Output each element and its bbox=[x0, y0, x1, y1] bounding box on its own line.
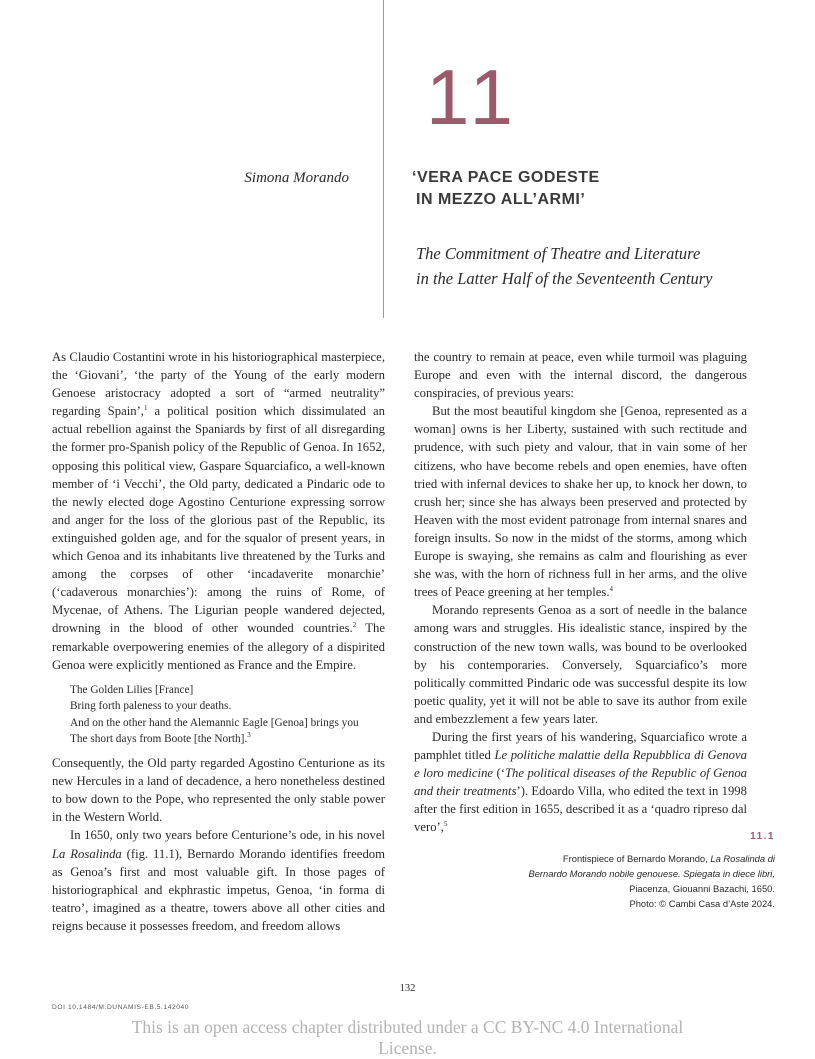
header-divider-line bbox=[383, 0, 384, 318]
caption-line: Frontispiece of Bernardo Morando, La Rosalinda di bbox=[562, 853, 775, 864]
verse-line: Bring forth paleness to your deaths. bbox=[70, 700, 232, 713]
license-line: This is an open access chapter distributed under a CC BY-NC 4.0 International bbox=[131, 1017, 684, 1037]
paragraph: During the first years of his wandering, Squarciafico wrote a pamphlet titled Le politiche malattie della Repubblica di Genova e loro medicine (‘The political diseases of the Republic of Genoa and their treatments’). Edoardo Villa, who edited the text in 1998 after the first edition in 1655, described it as a ‘quadro ripreso dal vero’,$^5$ bbox=[414, 729, 748, 835]
paragraph: Consequently, the Old party regarded Agostino Centurione as its new Hercules in a land of decadence, a hero nonetheless destined to bow down to the Pope, who represented the only stable power in the Western World. bbox=[52, 756, 385, 825]
verse-line: The Golden Lilies [France] bbox=[70, 683, 194, 696]
author-name: Simona Morando bbox=[244, 170, 349, 186]
chapter-title-line: IN MEZZO ALL’ARMI’ bbox=[416, 191, 586, 208]
chapter-subtitle-line: The Commitment of Theatre and Literature bbox=[416, 244, 701, 263]
caption-line: Bernardo Morando nobile genouese. Spiegata in diece libri, bbox=[528, 868, 775, 879]
paragraph: the country to remain at peace, even while turmoil was plaguing Europe and even with the internal discord, the dangerous conspiracies, of previous years: bbox=[414, 350, 747, 401]
page-number: 132 bbox=[399, 983, 416, 994]
block-quote-paragraph: But the most beautiful kingdom she [Genoa, represented as a woman] owns is her Liberty, sustained with such rectitude and prudence, with such piety and valour, that in vain some of her citizens, who have become rebels and open enemies, have often tried with infernal devices to shake her up, to knock her down, to crush her; since she has always been preserved and protected by Heaven with the most evident patronage from internal snares and foreign insults. So now in the midst of the storms, among which Europe is swaying, she remains as calm and flourishing as ever she was, with the horn of richness full in her arms, and the olive trees of Peace greening at her temples.$^4$ bbox=[414, 404, 747, 600]
footnote-ref[interactable]: 4 bbox=[609, 584, 614, 593]
footnote-ref[interactable]: 1 bbox=[143, 404, 148, 413]
paragraph: Morando represents Genoa as a sort of needle in the balance among wars and struggles. His idealistic stance, inspired by the construction of the new town walls, was bound to be overlooked by his contemporaries. Conversely, Squarciafico’s more politically committed Pindaric ode was successful despite its low poetic quality, yet it will not be able to save its author from exile and embezzlement a few years later. bbox=[414, 603, 747, 726]
paragraph: In 1650, only two years before Centurione’s ode, in his novel La Rosalinda (fig. 11.1), Bernardo Morando identifies freedom as Genoa’s first and most valuable gift. In those pages of historiographical and ekphrastic impetus, Genoa, ‘in forma di teatro’, imagined as a theatre, towers above all other cities and reigns because it possesses freedom, and freedom allows bbox=[52, 828, 385, 933]
chapter-title bbox=[412, 167, 600, 211]
chapter-title-line: ‘VERA PACE GODESTE bbox=[412, 169, 600, 186]
figure-caption bbox=[475, 851, 775, 911]
chapter-number: 11 bbox=[426, 53, 519, 141]
verse-line: And on the other hand the Alemannic Eagle [Genoa] brings you bbox=[70, 716, 359, 729]
doi-link[interactable]: DOI 10.1484/M.DUNAMIS-EB.5.142040 bbox=[52, 1004, 190, 1011]
left-text-column bbox=[52, 348, 385, 935]
license-line: License. bbox=[378, 1038, 437, 1058]
chapter-subtitle-line: in the Latter Half of the Seventeenth Century bbox=[416, 269, 713, 288]
caption-line: Piacenza, Giouanni Bazachi, 1650. bbox=[629, 883, 775, 894]
footnote-ref[interactable]: 3 bbox=[247, 731, 251, 740]
right-text-column bbox=[414, 348, 747, 837]
footnote-ref[interactable]: 2 bbox=[352, 621, 357, 630]
paragraph: As Claudio Costantini wrote in his historiographical masterpiece, the ‘Giovani’, ‘the party of the Young of the early modern Genoese aristocracy adopted a sort of “armed neutrality” regarding Spain’,$^1$ a political position which dissimulated an actual rebellion against the Spaniards by first of all disregarding the former pro-Spanish policy of the Republic of Genoa. In 1652, opposing this political view, Gaspare Squarciafico, a well-known member of ‘i Vecchi’, the Old party, dedicated a Pindaric ode to the newly elected doge Agostino Centurione expressing sorrow and anger for the loss of the glorious past of the Republic, its extinguished golden age, and for the squalor of present years, in which Genoa and its inhabitants live threatened by the Turks and among the corpses of other ‘incadaverite monarchie’ (‘cadaverous monarchies’): among the ruins of Rome, of Mycenae, of Athens. The Ligurian people wandered dejected, drowning in the blood of other wounded countries.$^2$ The remarkable overpowering enemies of the allegory of a dispirited Genoa were explicitly mentioned as France and the Empire. bbox=[52, 350, 385, 672]
chapter-subtitle bbox=[416, 241, 712, 291]
verse-line: The short days from Boote [the North].$^3$ bbox=[70, 731, 251, 746]
verse-quote bbox=[70, 682, 385, 748]
license-notice bbox=[80, 1017, 735, 1059]
caption-line: Photo: © Cambi Casa d’Aste 2024. bbox=[629, 898, 775, 909]
figure-number: 11.1 bbox=[750, 831, 775, 842]
footnote-ref[interactable]: 5 bbox=[443, 820, 448, 829]
